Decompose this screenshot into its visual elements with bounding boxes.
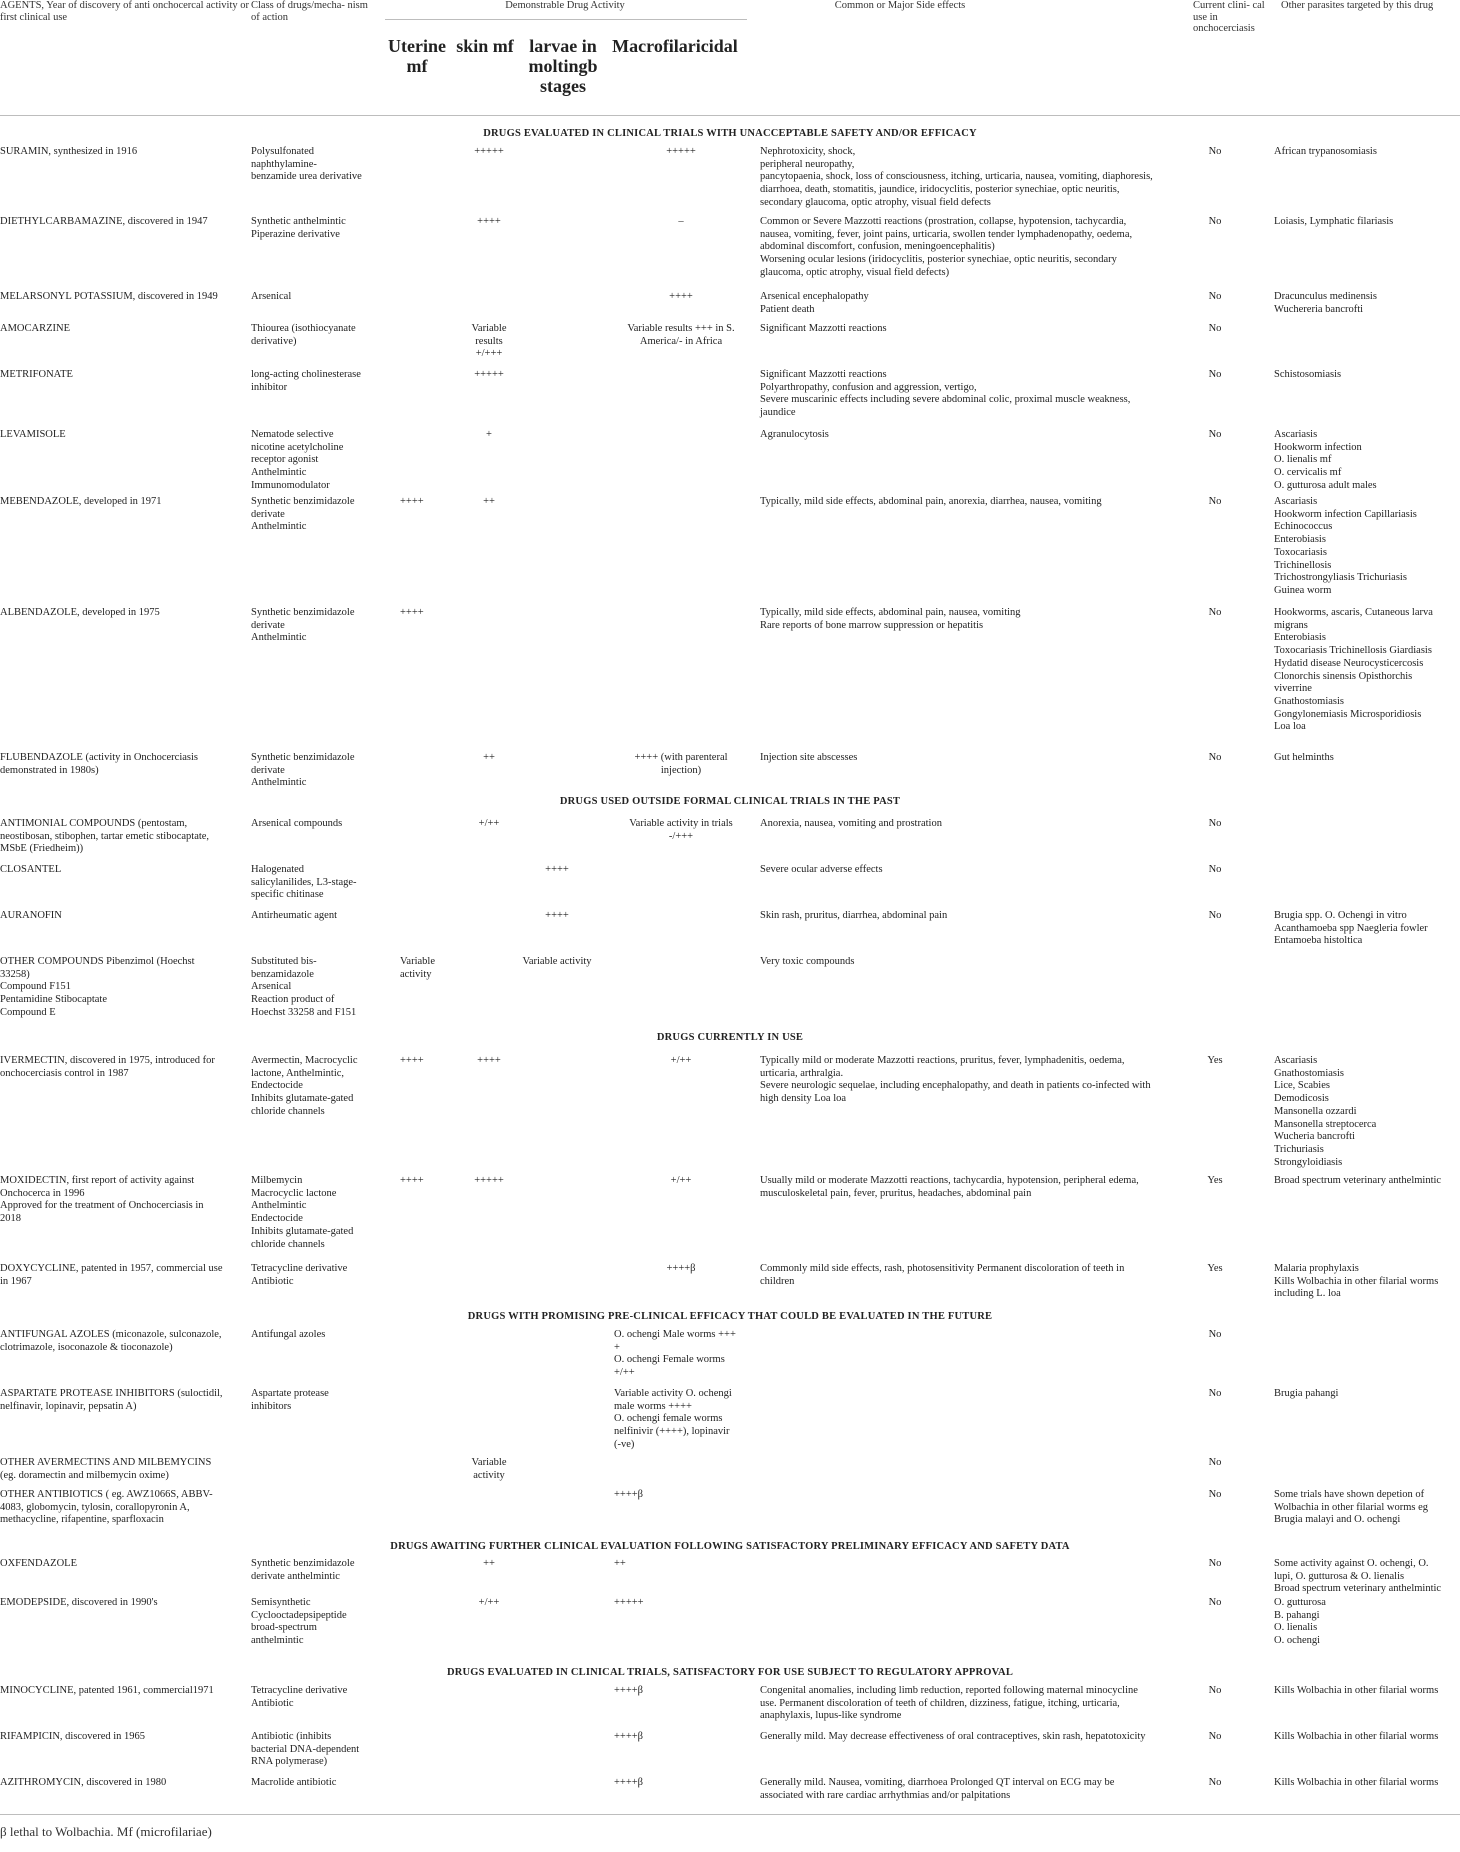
cell-uterine-mf: ++++ [400, 496, 424, 507]
cell-class: Antifungal azoles [251, 1329, 326, 1340]
cell-side-effects: Generally mild. May decrease effectiveness of oral contraceptives, skin rash, hepatotoxicity [760, 1731, 1146, 1742]
cell-other-parasites: Schistosomiasis [1274, 369, 1342, 380]
cell-class: Milbemycin Macrocyclic lactone Anthelmintic Endectocide Inhibits glutamate-gated chloride channels [251, 1175, 354, 1250]
cell-current-use: No [1208, 369, 1222, 380]
cell-other-parasites: Loiasis, Lymphatic filariasis [1274, 216, 1394, 227]
cell-class: Substituted bis- benzamidazole Arsenical Reaction product of Hoechst 33258 and F151 [251, 956, 357, 1018]
cell-class: Halogenated salicylanilides, L3-stage- specific chitinase [251, 864, 357, 901]
cell-current-use: No [1208, 607, 1222, 618]
cell-macrofilaricidal: ++++ (with parenteral injection) [634, 752, 728, 776]
cell-current-use: No [1208, 1685, 1222, 1696]
cell-macrofilaricidal: Variable activity O. ochengi male worms ++++ O. ochengi female worms nelfinivir (++++), lopinavir (-ve) [614, 1388, 732, 1450]
cell-other-parasites: Dracunculus medinensis Wuchereria bancrofti [1274, 291, 1377, 315]
cell-side-effects: Commonly mild side effects, rash, photosensitivity Permanent discoloration of teeth in children [760, 1263, 1125, 1287]
cell-skin-mf: Variable results +/+++ [471, 323, 507, 360]
cell-agent: OXFENDAZOLE [0, 1558, 77, 1569]
cell-current-use: No [1208, 146, 1222, 157]
cell-macrofilaricidal: ++++ [669, 291, 693, 302]
cell-larvae: ++++ [545, 864, 569, 875]
cell-other-parasites: Kills Wolbachia in other filarial worms [1274, 1731, 1439, 1742]
header-drug-activity: Demonstrable Drug Activity [505, 0, 625, 11]
cell-side-effects: Congenital anomalies, including limb reduction, reported following maternal minocycline use. Permanent discoloration of teeth of children, dizziness, fatigue, itching, urticaria, anaphylaxis, lupus-like syndrome [760, 1685, 1138, 1722]
cell-skin-mf: +++++ [474, 369, 504, 380]
cell-uterine-mf: ++++ [400, 1055, 424, 1066]
cell-side-effects: Significant Mazzotti reactions Polyarthropathy, confusion and aggression, vertigo, Severe muscarinic effects including severe abdominal colic, proximal muscle weakness, jaundice [760, 369, 1131, 419]
cell-skin-mf: ++++ [477, 216, 501, 227]
cell-other-parasites: Malaria prophylaxis Kills Wolbachia in other filarial worms including L. loa [1274, 1263, 1439, 1300]
cell-agent: ANTIFUNGAL AZOLES (miconazole, sulconazole, clotrimazole, isoconazole & tioconazole) [0, 1329, 222, 1353]
cell-other-parasites: African trypanosomiasis [1274, 146, 1377, 157]
cell-agent: SURAMIN, synthesized in 1916 [0, 146, 138, 157]
section-heading: DRUGS WITH PROMISING PRE-CLINICAL EFFICACY THAT COULD BE EVALUATED IN THE FUTURE [467, 1311, 993, 1322]
cell-agent: AURANOFIN [0, 910, 62, 921]
header-skin-mf: skin mf [456, 36, 514, 56]
table-bottom-rule [0, 1814, 1460, 1815]
cell-agent: MINOCYCLINE, patented 1961, commercial1971 [0, 1685, 214, 1696]
cell-class: Polysulfonated naphthylamine- benzamide urea derivative [251, 146, 362, 183]
cell-agent: CLOSANTEL [0, 864, 62, 875]
cell-agent: ANTIMONIAL COMPOUNDS (pentostam, neostibosan, stibophen, tartar emetic stibocaptate, MSbE (Friedheim)) [0, 818, 210, 855]
cell-other-parasites: Gut helminths [1274, 752, 1334, 763]
cell-agent: ASPARTATE PROTEASE INHIBITORS (suloctidil, nelfinavir, lopinavir, pepsatin A) [0, 1388, 223, 1412]
cell-current-use: No [1208, 429, 1222, 440]
cell-side-effects: Usually mild or moderate Mazzotti reactions, tachycardia, hypotension, peripheral edema, musculoskeletal pain, fever, pruritus, headaches, abdominal pain [760, 1175, 1139, 1199]
section-heading: DRUGS CURRENTLY IN USE [656, 1032, 804, 1043]
cell-class: Synthetic benzimidazole derivate Anthelmintic [251, 496, 355, 533]
cell-macrofilaricidal: +/++ [670, 1175, 692, 1186]
cell-current-use: No [1208, 216, 1222, 227]
cell-side-effects: Skin rash, pruritus, diarrhea, abdominal pain [760, 910, 948, 921]
cell-skin-mf: ++ [483, 752, 495, 763]
activity-underline [385, 19, 747, 20]
cell-other-parasites: Ascariasis Hookworm infection Capillariasis Echinococcus Enterobiasis Toxocariasis Trichinellosis Trichostrongyliasis Trichuriasis Guinea worm [1274, 496, 1417, 596]
cell-side-effects: Arsenical encephalopathy Patient death [760, 291, 869, 315]
cell-other-parasites: Ascariasis Hookworm infection O. lienalis mf O. cervicalis mf O. gutturosa adult males [1274, 429, 1377, 491]
header-larvae: larvae in moltingb stages [528, 36, 598, 96]
section-heading: DRUGS AWAITING FURTHER CLINICAL EVALUATION FOLLOWING SATISFACTORY PRELIMINARY EFFICACY AND SAFETY DATA [390, 1541, 1070, 1552]
cell-current-use: No [1208, 1558, 1222, 1569]
cell-skin-mf: +++++ [474, 146, 504, 157]
cell-side-effects: Typically, mild side effects, abdominal pain, anorexia, diarrhea, nausea, vomiting [760, 496, 1102, 507]
section-heading: DRUGS EVALUATED IN CLINICAL TRIALS, SATISFACTORY FOR USE SUBJECT TO REGULATORY APPROVAL [446, 1667, 1014, 1678]
cell-other-parasites: O. gutturosa B. pahangi O. lienalis O. ochengi [1274, 1597, 1326, 1647]
cell-class: Tetracycline derivative Antibiotic [251, 1263, 348, 1287]
cell-macrofilaricidal: ++++β [614, 1731, 644, 1742]
cell-current-use: No [1208, 864, 1222, 875]
cell-current-use: No [1208, 910, 1222, 921]
cell-class: Thiourea (isothiocyanate derivative) [251, 323, 356, 347]
cell-larvae: ++++ [545, 910, 569, 921]
cell-class: Nematode selective nicotine acetylcholine receptor agonist Anthelmintic Immunomodulator [251, 429, 344, 491]
cell-current-use: No [1208, 1329, 1222, 1340]
cell-agent: METRIFONATE [0, 369, 73, 380]
cell-class: Antibiotic (inhibits bacterial DNA-dependent RNA polymerase) [251, 1731, 360, 1768]
cell-skin-mf: ++ [483, 1558, 495, 1569]
cell-side-effects: Generally mild. Nausea, vomiting, diarrhoea Prolonged QT interval on ECG may be associated with rare cardiac arrhythmias and/or palpitations [760, 1777, 1115, 1801]
cell-side-effects: Significant Mazzotti reactions [760, 323, 887, 334]
cell-skin-mf: ++++ [477, 1055, 501, 1066]
cell-other-parasites: Ascariasis Gnathostomiasis Lice, Scabies Demodicosis Mansonella ozzardi Mansonella streptocerca Wucheria bancrofti Trichuriasis Strongyloidiasis [1274, 1055, 1377, 1168]
cell-side-effects: Severe ocular adverse effects [760, 864, 883, 875]
cell-class: Synthetic benzimidazole derivate anthelmintic [251, 1558, 355, 1582]
cell-skin-mf: +++++ [474, 1175, 504, 1186]
header-uterine-mf: Uterine mf [388, 36, 446, 76]
cell-macrofilaricidal: ++++β [614, 1489, 644, 1500]
cell-skin-mf: ++ [483, 496, 495, 507]
header-other-parasites: Other parasites targeted by this drug [1281, 0, 1434, 11]
cell-side-effects: Agranulocytosis [760, 429, 829, 440]
cell-current-use: No [1208, 1731, 1222, 1742]
cell-class: Arsenical [251, 291, 292, 302]
cell-class: Arsenical compounds [251, 818, 343, 829]
header-macrofilaricidal: Macrofilaricidal [612, 36, 738, 56]
cell-agent: MEBENDAZOLE, developed in 1971 [0, 496, 162, 507]
cell-agent: MELARSONYL POTASSIUM, discovered in 1949 [0, 291, 218, 302]
cell-agent: IVERMECTIN, discovered in 1975, introduced for onchocerciasis control in 1987 [0, 1055, 215, 1079]
cell-macrofilaricidal: ++++β [614, 1685, 644, 1696]
cell-other-parasites: Brugia pahangi [1274, 1388, 1339, 1399]
header-class: Class of drugs/mecha- nism of action [251, 0, 368, 23]
cell-agent: OTHER AVERMECTINS AND MILBEMYCINS (eg. doramectin and milbemycin oxime) [0, 1457, 212, 1481]
cell-class: Antirheumatic agent [251, 910, 338, 921]
cell-agent: LEVAMISOLE [0, 429, 66, 440]
cell-current-use: No [1208, 496, 1222, 507]
cell-agent: OTHER COMPOUNDS Pibenzimol (Hoechst 33258) Compound F151 Pentamidine Stibocaptate Compound E [0, 956, 195, 1018]
cell-class: Aspartate protease inhibitors [251, 1388, 329, 1412]
cell-macrofilaricidal: +/++ [670, 1055, 692, 1066]
cell-agent: AZITHROMYCIN, discovered in 1980 [0, 1777, 167, 1788]
cell-agent: FLUBENDAZOLE (activity in Onchocerciasis demonstrated in 1980s) [0, 752, 198, 776]
cell-current-use: No [1208, 1388, 1222, 1399]
table-footnote: β lethal to Wolbachia. Mf (microfilariae) [0, 1824, 212, 1839]
cell-side-effects: Nephrotoxicity, shock, peripheral neuropathy, pancytopaenia, shock, loss of consciousness, itching, urticaria, nausea, vomiting, diaphoresis, diarrhoea, death, stomatitis, jaundice, iridocyclitis, posterior synechiae, optic neuritis, secondary glaucoma, optic atrophy, visual field defects [760, 146, 1153, 208]
cell-class: long-acting cholinesterase inhibitor [251, 369, 361, 393]
cell-current-use: Yes [1207, 1175, 1223, 1186]
cell-macrofilaricidal: – [678, 216, 684, 227]
cell-other-parasites: Some activity against O. ochengi, O. lupi, O. gutturosa & O. lienalis Broad spectrum veterinary anthelmintic [1274, 1558, 1442, 1595]
cell-macrofilaricidal: +++++ [614, 1597, 644, 1608]
section-heading: DRUGS USED OUTSIDE FORMAL CLINICAL TRIALS IN THE PAST [559, 796, 901, 807]
cell-uterine-mf: Variable activity [400, 956, 435, 980]
cell-current-use: No [1208, 1597, 1222, 1608]
cell-class: Synthetic anthelmintic Piperazine derivative [251, 216, 346, 240]
cell-class: Macrolide antibiotic [251, 1777, 337, 1788]
cell-macrofilaricidal: ++ [614, 1558, 626, 1569]
header-agents: AGENTS, Year of discovery of anti onchocercal activity or first clinical use [0, 0, 250, 23]
cell-side-effects: Common or Severe Mazzotti reactions (prostration, collapse, hypotension, tachycardia, nausea, vomiting, fever, joint pains, urticaria, swollen tender lymphadenopathy, oedema, abdominal discomfort, confusion, meningoencephalitis) Worsening ocular lesions (iridocyclitis, posterior synechiae, optic neuritis, secondary glaucoma, optic atrophy, visual field defects) [760, 216, 1133, 278]
header-side-effects: Common or Major Side effects [834, 0, 966, 11]
cell-agent: EMODEPSIDE, discovered in 1990's [0, 1597, 158, 1608]
cell-other-parasites: Brugia spp. O. Ochengi in vitro Acanthamoeba spp Naegleria fowler Entamoeba histoltica [1274, 910, 1428, 947]
cell-agent: AMOCARZINE [0, 323, 70, 334]
cell-agent: MOXIDECTIN, first report of activity against Onchocerca in 1996 Approved for the treatment of Onchocerciasis in 2018 [0, 1175, 204, 1225]
cell-skin-mf: +/++ [478, 1597, 500, 1608]
section-heading: DRUGS EVALUATED IN CLINICAL TRIALS WITH UNACCEPTABLE SAFETY AND/OR EFFICACY [483, 128, 977, 139]
cell-other-parasites: Hookworms, ascaris, Cutaneous larva migrans Enterobiasis Toxocariasis Trichinellosis Giardiasis Hydatid disease Neurocysticercosis Clonorchis sinensis Opisthorchis viverrine Gnathostomiasis Gongylonemiasis Microsporidiosis Loa loa [1274, 607, 1433, 733]
cell-macrofilaricidal: O. ochengi Male worms +++ + O. ochengi Female worms +/++ [614, 1329, 736, 1379]
cell-current-use: Yes [1207, 1055, 1223, 1066]
cell-current-use: Yes [1207, 1263, 1223, 1274]
header-current-use: Current clini- cal use in onchocerciasis [1193, 0, 1265, 34]
cell-current-use: No [1208, 323, 1222, 334]
cell-macrofilaricidal: ++++β [614, 1777, 644, 1788]
cell-other-parasites: Kills Wolbachia in other filarial worms [1274, 1685, 1439, 1696]
cell-class: Avermectin, Macrocyclic lactone, Anthelmintic, Endectocide Inhibits glutamate-gated chloride channels [251, 1055, 358, 1117]
cell-skin-mf: + [486, 429, 492, 440]
cell-current-use: No [1208, 818, 1222, 829]
cell-agent: DIETHYLCARBAMAZINE, discovered in 1947 [0, 216, 208, 227]
cell-other-parasites: Kills Wolbachia in other filarial worms [1274, 1777, 1439, 1788]
cell-class: Synthetic benzimidazole derivate Anthelmintic [251, 607, 355, 644]
cell-agent: OTHER ANTIBIOTICS ( eg. AWZ1066S, ABBV- 4083, globomycin, tylosin, corallopyronin A, methacycline, rifapentine, sparfloxacin [0, 1489, 213, 1526]
cell-uterine-mf: ++++ [400, 607, 424, 618]
cell-uterine-mf: ++++ [400, 1175, 424, 1186]
cell-class: Tetracycline derivative Antibiotic [251, 1685, 348, 1709]
cell-side-effects: Typically mild or moderate Mazzotti reactions, pruritus, fever, lymphadenitis, oedema, urticaria, arthralgia. Severe neurologic sequelae, including encephalopathy, and death in patients co-infected with high density Loa loa [760, 1055, 1151, 1105]
cell-other-parasites: Broad spectrum veterinary anthelmintic [1274, 1175, 1442, 1186]
cell-macrofilaricidal: Variable results +++ in S. America/- in Africa [627, 323, 735, 347]
header-bottom-rule [0, 115, 1460, 116]
cell-macrofilaricidal: +++++ [666, 146, 696, 157]
cell-current-use: No [1208, 1457, 1222, 1468]
cell-class: Semisynthetic Cyclooctadepsipeptide broad-spectrum anthelmintic [251, 1597, 347, 1647]
cell-side-effects: Anorexia, nausea, vomiting and prostration [760, 818, 942, 829]
cell-side-effects: Very toxic compounds [760, 956, 855, 967]
cell-agent: RIFAMPICIN, discovered in 1965 [0, 1731, 146, 1742]
cell-skin-mf: Variable activity [471, 1457, 507, 1481]
cell-side-effects: Typically, mild side effects, abdominal pain, nausea, vomiting Rare reports of bone marrow suppression or hepatitis [760, 607, 1021, 631]
cell-other-parasites: Some trials have shown depetion of Wolbachia in other filarial worms eg Brugia malayi and O. ochengi [1274, 1489, 1428, 1526]
cell-skin-mf: +/++ [478, 818, 500, 829]
cell-current-use: No [1208, 291, 1222, 302]
cell-current-use: No [1208, 1777, 1222, 1788]
cell-macrofilaricidal: Variable activity in trials -/+++ [629, 818, 733, 842]
cell-current-use: No [1208, 752, 1222, 763]
cell-agent: ALBENDAZOLE, developed in 1975 [0, 607, 160, 618]
cell-macrofilaricidal: ++++β [666, 1263, 696, 1274]
cell-larvae: Variable activity [522, 956, 592, 967]
cell-class: Synthetic benzimidazole derivate Anthelmintic [251, 752, 355, 789]
cell-agent: DOXYCYCLINE, patented in 1957, commercial use in 1967 [0, 1263, 223, 1287]
cell-side-effects: Injection site abscesses [760, 752, 858, 763]
cell-current-use: No [1208, 1489, 1222, 1500]
